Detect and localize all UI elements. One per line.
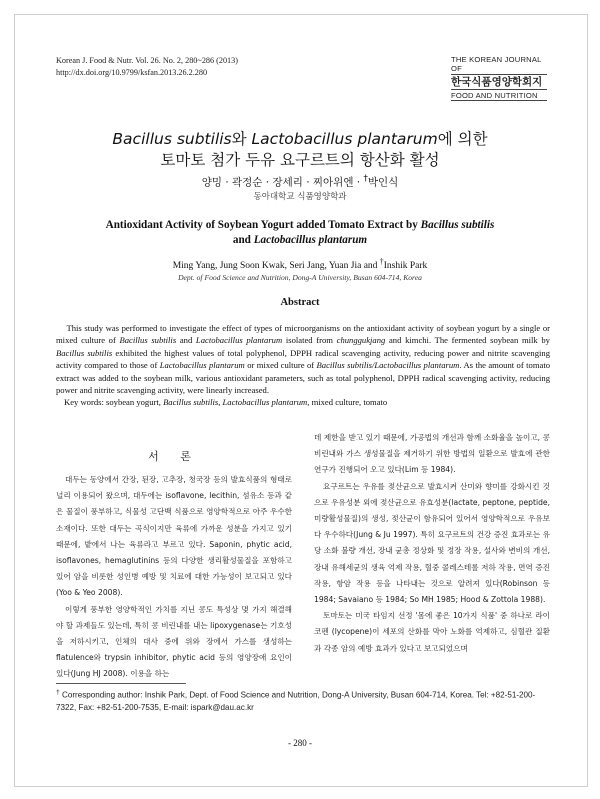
title-ko-line1 <box>0 127 600 149</box>
authors-ko-last: 박인식 <box>367 176 399 189</box>
section-heading-introduction: 서 론 <box>148 450 200 463</box>
paragraph: 요구르트는 우유를 젖산균으로 발효시켜 산미와 향미를 강화시킨 것으로 우유성분 외에 젖산균으로 유효성분(lactate, peptone, peptide, 미량활성물질)의 생성, 젖산균이 함유되어 있어서 영양학적으로 우유보다 우수하다(Jung & Ju 1997). 특히 요구르트의 건강 증진 효과로는 유당 소화 불량 개선, 장내 균총 정상화 및 정장 작용, 설사와 변비의 개선, 장내 유해세균의 생육 억제 작용, 혈중 콜레스테롤 저하 작용, 면역 증진 작용, 항암 작용 등을 나타내는 것으로 알려져 있다(Robinson 등 1984; Savaiano 등 1984; So MH 1985; Hood & Zottola 1988). <box>314 481 550 605</box>
footnote-dagger: † <box>56 689 60 696</box>
journal-logo <box>451 55 547 101</box>
paragraph: 토마토는 미국 타임지 선정 '몸에 좋은 10가지 식품' 중 하나로 라이코펜 (lycopene)이 세포의 산화를 막아 노화를 억제하고, 심혈관 질환과 각종 암의 예방 효과가 있다고 보고되었으며 <box>314 611 550 653</box>
paragraph: 대두는 동양에서 간장, 된장, 고추장, 청국장 등의 발효식품의 형태로 널리 이용되어 왔으며, 대두에는 isoflavone, lecithin, 섬유소 등과 같은 물질이 풍부하고, 식물성 고단백 식품으로 영양학적으로 아주 우수한 소재이다. 또한 대두는 곡식이지만 육류에 가까운 성분을 가지고 있기 때문에, 밭에서 나는 육류라고 부르고 있다. Saponin, phytic acid, isoflavones, hemaglutinins 등의 다양한 생리활성물질을 포함하고 있어 암을 비롯한 성인병 예방 및 치료에 대한 가능성이 보고되고 있다(Yoo & Yeo 2008). <box>56 475 292 598</box>
authors-en-dagger: † <box>379 257 384 266</box>
journal-name-en-top: THE KOREAN JOURNAL OF <box>451 55 547 75</box>
footnote <box>56 687 550 714</box>
title-en-and: and <box>232 234 254 246</box>
abstract-seg: and <box>176 335 196 346</box>
abstract-italic: Lactobacillus plantarum <box>159 360 245 371</box>
affiliation-en: Dept. of Food Science and Nutrition, Dong-A University, Busan 604-714, Korea <box>178 273 422 282</box>
abstract-italic: Bacillus subtilis/Lactobacillus plantarum <box>316 360 460 371</box>
keywords <box>56 396 550 408</box>
abstract-italic: chunggukjang <box>336 335 386 346</box>
page-number: - 280 - <box>288 738 312 748</box>
authors-ko-dagger: † <box>363 174 368 184</box>
authors-ko-names: 양밍 · 곽정순 · 장세리 · 찌아위엔 · <box>201 176 364 189</box>
authors-ko <box>0 174 600 190</box>
abstract-seg: exhibited the highest values of total polyphenol, DPPH radical scavenging activity, reducing power and nitrite scavenging activity compared to those of <box>56 347 550 371</box>
paragraph: 이렇게 풍부한 영양학적인 가치를 지닌 콩도 특성상 몇 가지 해결해야 할 과제들도 있는데, 특히 콩 비린내를 내는 lipoxygenase는 기호성을 저하시키고, 인체의 대사 중에 위와 장에서 가스를 생성하는 flatulence와 trypsin inhibitor, phytic acid 등의 영양장애 요인이 있다(Jung HJ 2008). 이용을 하는 <box>56 604 292 679</box>
left-column <box>56 472 292 683</box>
keyword-italic: Lactobacillus plantarum <box>222 397 308 408</box>
footnote-divider <box>56 683 186 684</box>
abstract-seg: or mixed culture of <box>244 360 317 371</box>
title-en-line1 <box>0 219 600 231</box>
authors-en-last: Inshik Park <box>383 261 428 272</box>
title-en-lacto: Lactobacillus plantarum <box>253 234 368 246</box>
affiliation-ko: 동아대학교 식품영양학과 <box>253 192 347 202</box>
abstract-italic: Bacillus subtilis <box>119 335 177 346</box>
title-en-bacillus: Bacillus subtilis <box>420 219 495 231</box>
keywords-sep: , <box>218 397 223 408</box>
abstract-heading: Abstract <box>280 297 320 308</box>
keywords-rest: , mixed culture, tomato <box>307 397 388 408</box>
doi-link[interactable]: http://dx.doi.org/10.9799/ksfan.2013.26.2.280 <box>56 67 208 77</box>
title-ko-lacto: Lactobacillus plantarum <box>251 130 438 148</box>
title-ko-bacillus: Bacillus subtilis <box>112 130 232 148</box>
journal-name-ko: 한국식품영양학회지 <box>451 75 547 90</box>
paragraph: 데 제한을 받고 있기 때문에, 가공법의 개선과 함께 소화율을 높이고, 콩 비린내와 가스 생성물질을 제거하기 위한 방법의 일환으로 발효에 관한 연구가 진행되어 오고 있다(Lim 등 1984). <box>314 433 550 475</box>
abstract-seg: and kimchi. The fermented soybean milk by <box>385 335 550 346</box>
title-ko-wa: 와 <box>231 130 252 148</box>
abstract-seg: . As the amount of tomato extract was added to the soybean milk, various antioxidant parameters, such as total polyphenol, DPPH radical scavenging activity, reducing power and nitrite scavenging activity, were linearly increased. <box>56 360 551 396</box>
title-ko-suffix: 에 의한 <box>437 130 488 148</box>
keyword-italic: Bacillus subtilis <box>163 397 219 408</box>
citation-block <box>56 55 238 78</box>
title-ko-line2: 토마토 첨가 두유 요구르트의 항산화 활성 <box>160 151 440 169</box>
title-en-part1: Antioxidant Activity of Soybean Yogurt added Tomato Extract by <box>105 219 421 231</box>
abstract-italic: Bacillus subtilis <box>56 347 113 358</box>
authors-en <box>0 257 600 271</box>
journal-name-en-bottom: FOOD AND NUTRITION <box>451 90 547 101</box>
citation: Korean J. Food & Nutr. Vol. 26. No. 2, 280~286 (2013) <box>56 56 238 65</box>
keywords-label: Key words: soybean yogurt, <box>64 397 164 408</box>
abstract-text <box>56 322 550 409</box>
abstract-seg: isolated from <box>282 335 337 346</box>
abstract-seg: This study was performed to investigate the effect of types of microorganisms on the antioxidant activity of soybean yogurt by a single or mixed culture of <box>56 323 551 346</box>
footnote-text: Corresponding author: Inshik Park, Dept. of Food Science and Nutrition, Dong-A University, Busan 604-714, Korea. Tel: +82-51-200-7322, Fax: +82-51-200-7535, E-mail: ispark@dau.ac.kr <box>56 690 536 712</box>
title-en-line2 <box>0 234 600 246</box>
authors-en-names: Ming Yang, Jung Soon Kwak, Seri Jang, Yuan Jia and <box>172 261 380 272</box>
right-column <box>314 430 550 657</box>
abstract-italic: Lactobacillus plantarum <box>195 335 283 346</box>
